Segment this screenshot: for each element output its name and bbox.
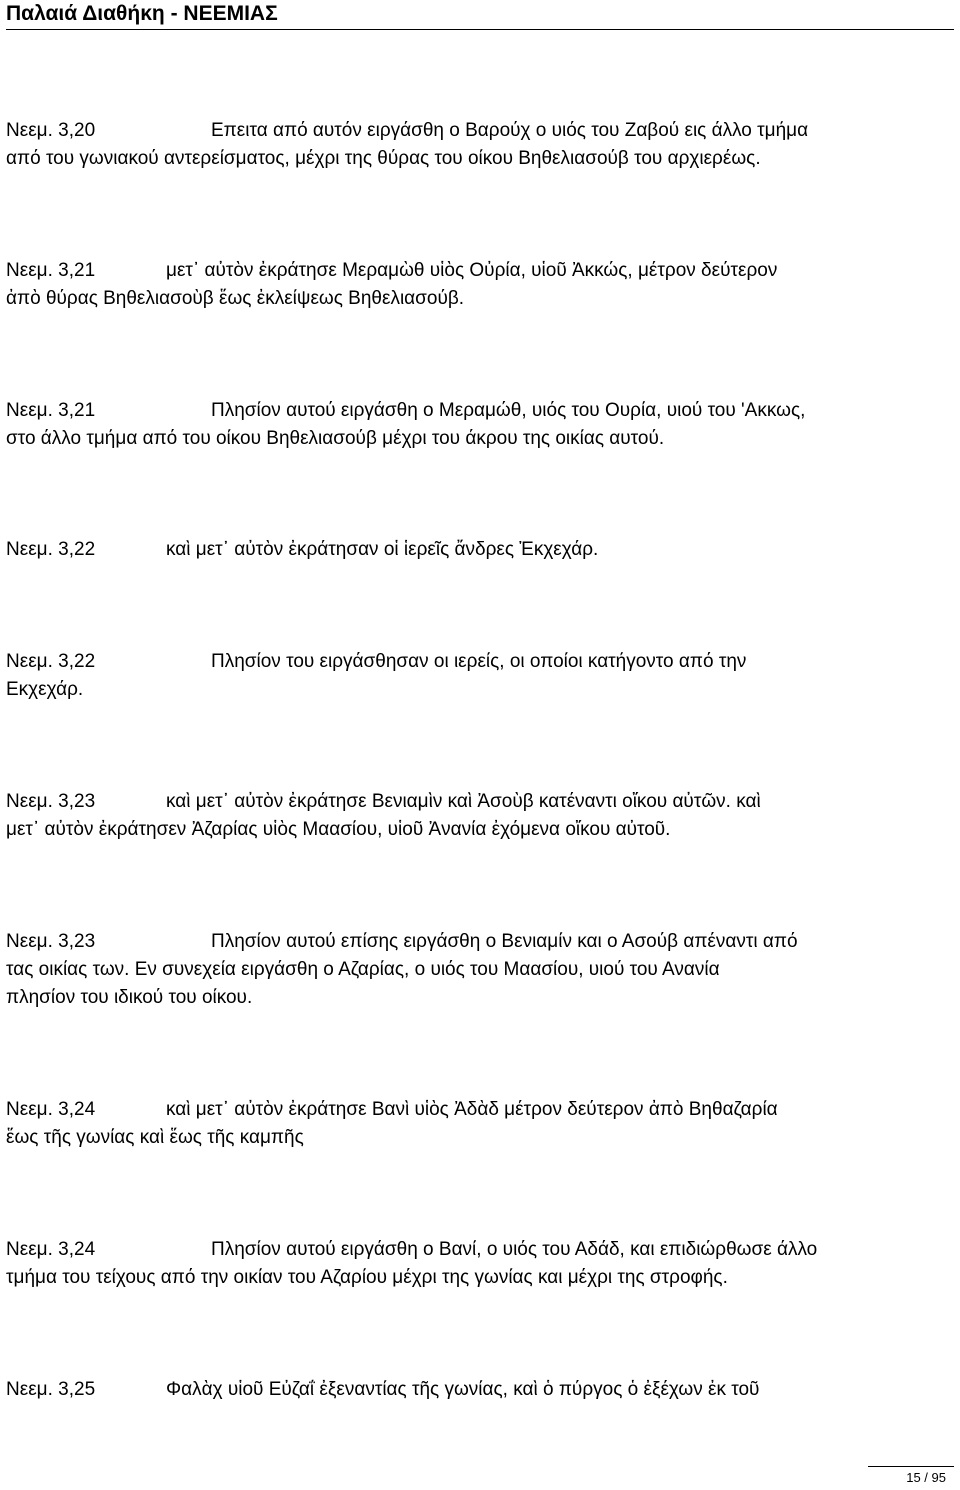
verse-line (6, 648, 926, 676)
verse-text: Πλησίον αυτού ειργάσθη ο Βανί, ο υιός του Αδάδ, και επιδιώρθωσε άλλο (211, 1239, 818, 1260)
verse-line: μετ᾽ αὐτὸν ἐκράτησεν Ἀζαρίας υἱὸς Μαασίου, υἱοῦ Ἀνανία ἐχόμενα οἴκου αὐτοῦ. (6, 819, 671, 840)
verse-reference: Νεεμ. 3,21 (6, 400, 96, 421)
page-number: 15 / 95 (906, 1470, 946, 1485)
verse-line (6, 788, 926, 816)
verse-block (6, 1376, 926, 1404)
verse-line (6, 1236, 926, 1264)
verse-line: ἕως τῆς γωνίας καὶ ἕως τῆς καμπῆς (6, 1127, 304, 1148)
verse-line: τας οικίας των. Εν συνεχεία ειργάσθη ο Αζαρίας, ο υιός του Μαασίου, υιού του Ανανία (6, 959, 720, 980)
verse-line (6, 928, 926, 956)
verse-line: Εκχεχάρ. (6, 679, 84, 700)
verse-block (6, 1096, 926, 1152)
verse-text: καὶ μετ᾽ αὐτὸν ἐκράτησε Βανὶ υἱὸς Ἀδὰδ μέτρον δεύτερον ἀπὸ Βηθαζαρία (166, 1099, 778, 1120)
verse-reference: Νεεμ. 3,21 (6, 260, 96, 281)
verse-text: Φαλὰχ υἱοῦ Εὐζαΐ ἐξεναντίας τῆς γωνίας, καὶ ὁ πύργος ὁ ἐξέχων ἐκ τοῦ (166, 1379, 760, 1400)
verse-reference: Νεεμ. 3,25 (6, 1379, 96, 1400)
verse-text: Επειτα από αυτόν ειργάσθη ο Βαρούχ ο υιός του Ζαβού εις άλλο τμήμα (211, 120, 809, 141)
header-divider (6, 29, 954, 30)
verse-line (6, 1376, 926, 1404)
verse-block (6, 257, 926, 313)
verse-block (6, 928, 926, 1012)
verse-reference: Νεεμ. 3,23 (6, 931, 96, 952)
verse-text: καὶ μετ᾽ αὐτὸν ἐκράτησε Βενιαμὶν καὶ Ἀσοὺβ κατέναντι οἴκου αὐτῶν. καὶ (166, 791, 761, 812)
verse-block (6, 648, 926, 704)
verse-line (6, 1096, 926, 1124)
verse-text: Πλησίον αυτού επίσης ειργάσθη ο Βενιαμίν και ο Ασούβ απέναντι από (211, 931, 798, 952)
document-title: Παλαιά Διαθήκη - ΝΕΕΜΙΑΣ (6, 2, 278, 25)
verse-text: μετ᾽ αὐτὸν ἐκράτησε Μεραμὼθ υἱὸς Οὐρία, υἱοῦ Ἀκκώς, μέτρον δεύτερον (166, 260, 778, 281)
verse-line: πλησίον του ιδικού του οίκου. (6, 987, 253, 1008)
verse-reference: Νεεμ. 3,20 (6, 120, 96, 141)
verse-line (6, 536, 926, 564)
verse-text: Πλησίον του ειργάσθησαν οι ιερείς, οι οποίοι κατήγοντο από την (211, 651, 747, 672)
verse-line: στο άλλο τμήμα από του οίκου Βηθελιασούβ μέχρι του άκρου της οικίας αυτού. (6, 428, 665, 449)
verse-line: από του γωνιακού αντερείσματος, μέχρι της θύρας του οίκου Βηθελιασούβ του αρχιερέως. (6, 148, 761, 169)
verse-line (6, 117, 926, 145)
verse-block (6, 536, 926, 564)
verse-block (6, 1236, 926, 1292)
verse-block (6, 788, 926, 844)
verse-reference: Νεεμ. 3,22 (6, 539, 96, 560)
verse-line (6, 397, 926, 425)
verse-reference: Νεεμ. 3,23 (6, 791, 96, 812)
verse-reference: Νεεμ. 3,24 (6, 1099, 96, 1120)
verse-reference: Νεεμ. 3,22 (6, 651, 96, 672)
verse-reference: Νεεμ. 3,24 (6, 1239, 96, 1260)
verse-line: ἀπὸ θύρας Βηθελιασοὺβ ἕως ἐκλείψεως Βηθελιασούβ. (6, 288, 465, 309)
footer-divider (868, 1466, 954, 1467)
verse-block (6, 397, 926, 453)
verse-line: τμήμα του τείχους από την οικίαν του Αζαρίου μέχρι της γωνίας και μέχρι της στροφής. (6, 1267, 728, 1288)
document-header (6, 0, 954, 30)
verse-text: καὶ μετ᾽ αὐτὸν ἐκράτησαν οἱ ἱερεῖς ἄνδρες Ἐκχεχάρ. (166, 539, 599, 560)
verse-block (6, 117, 926, 173)
verse-line (6, 257, 926, 285)
verse-text: Πλησίον αυτού ειργάσθη ο Μεραμώθ, υιός του Ουρία, υιού του 'Ακκως, (211, 400, 806, 421)
